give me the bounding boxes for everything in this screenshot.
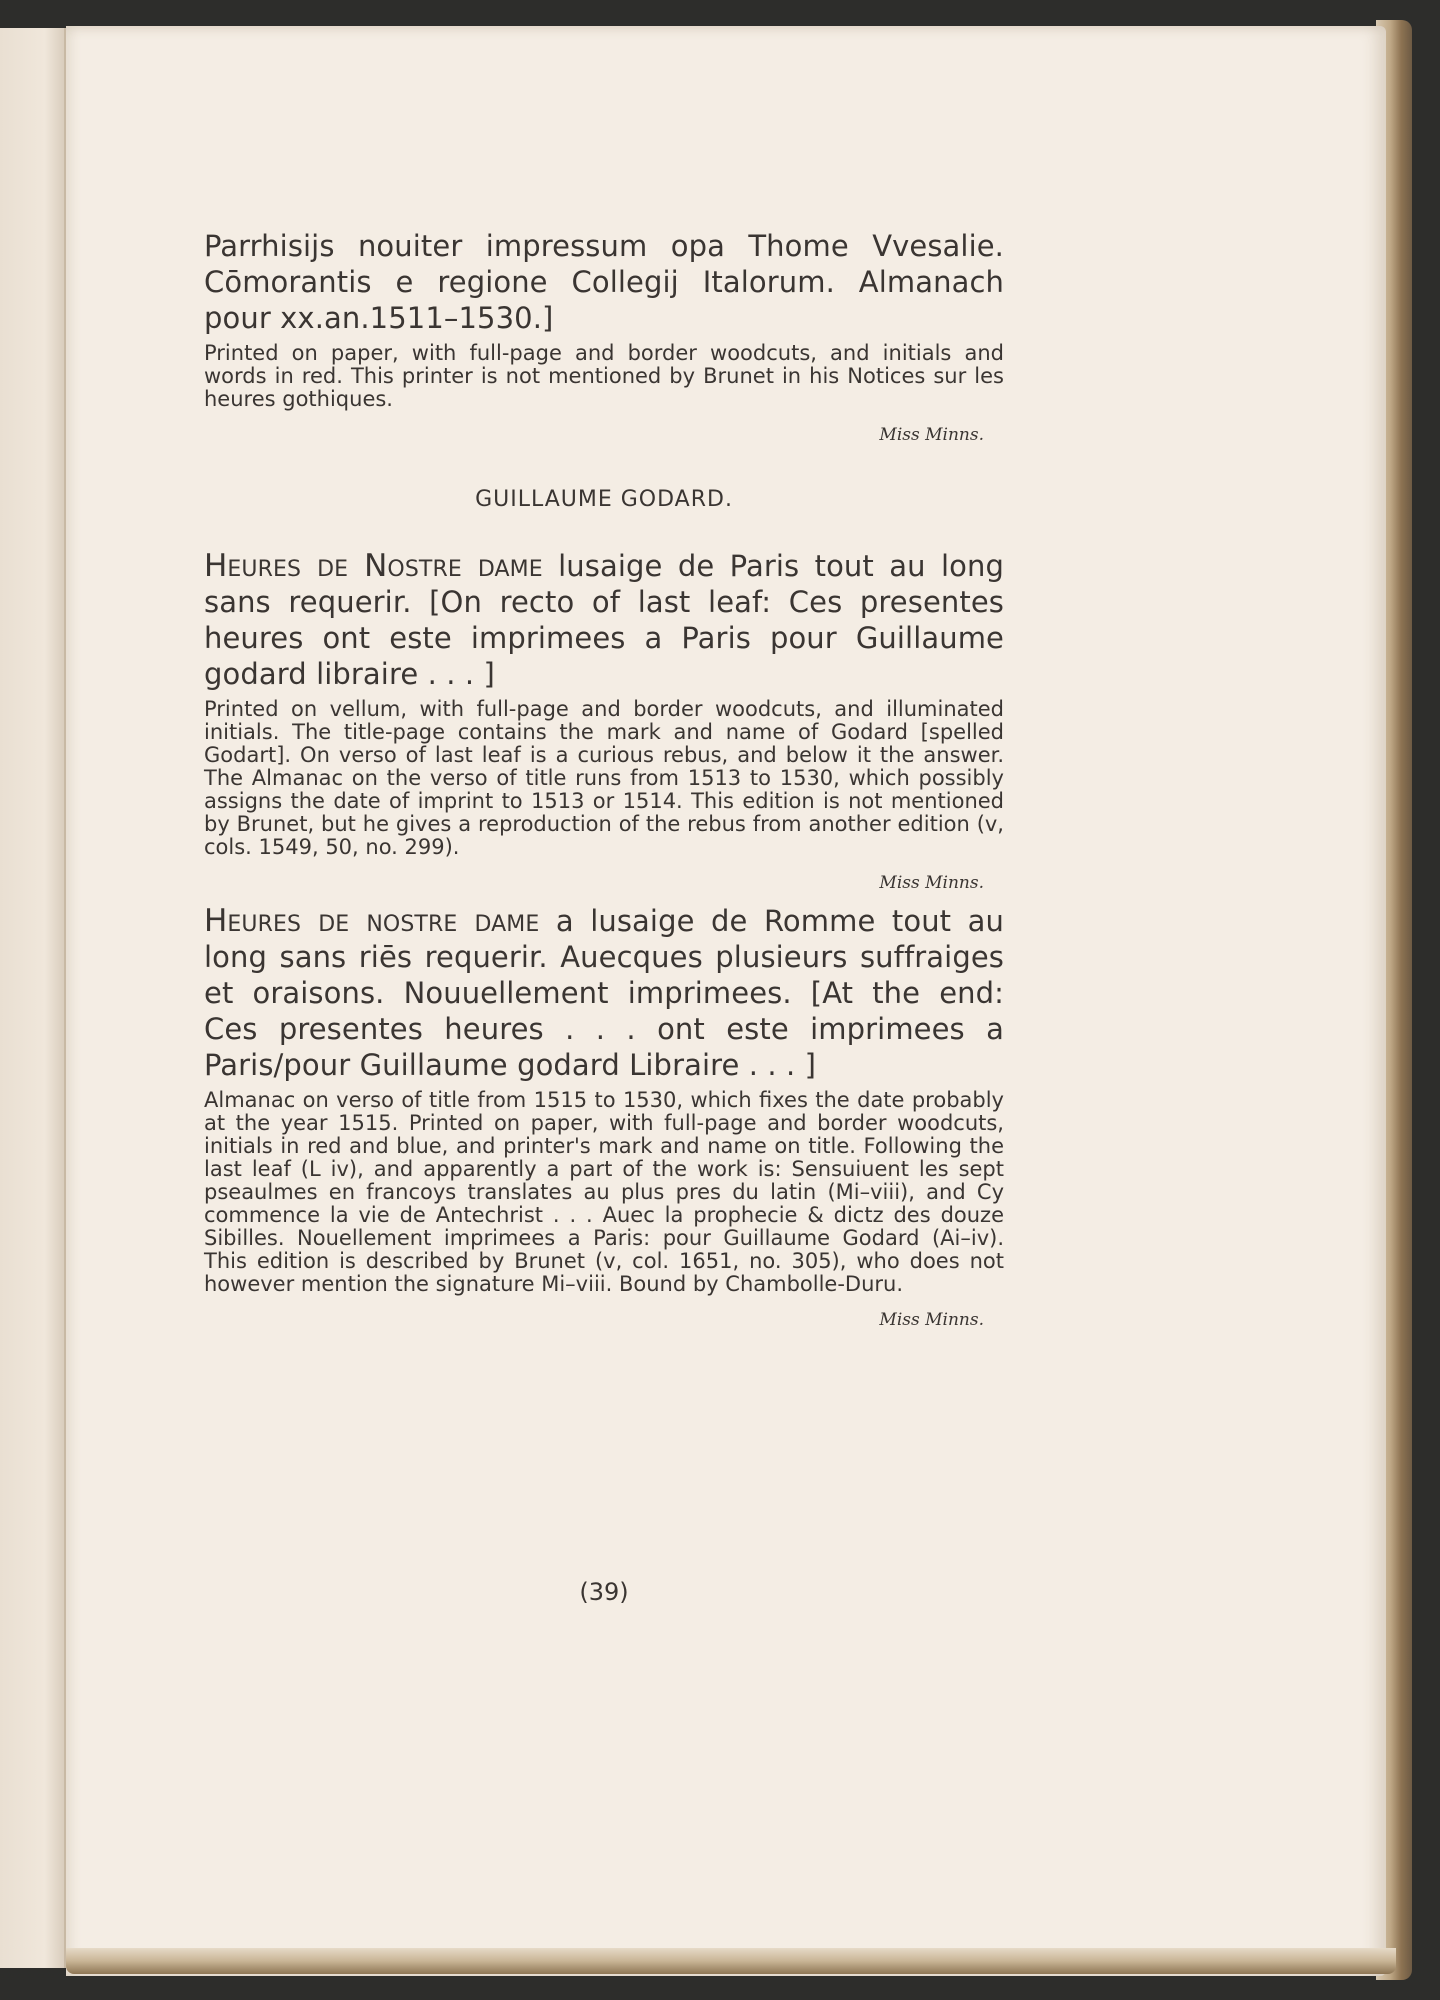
- entry-credit: Miss Minns.: [879, 873, 984, 893]
- entry-note: Printed on vellum, with full-page and border woodcuts, and illuminated initials. The title-page contains the mark and name of Godard [spelled Godart]. On verso of last leaf is a curious rebus, and below it the answer. The Almanac on the verso of title runs from 1513 to 1530, which possibly assigns the date of imprint to 1513 or 1514. This edition is not mentioned by Brunet, but he gives a reproduction of the rebus from another edition (v, cols. 1549, 50, no. 299).: [204, 697, 1004, 859]
- left-page-edge: [0, 28, 66, 1968]
- bottom-page-edge: [66, 1948, 1396, 1974]
- entry-title-rest: lusaige de Paris tout au long sans requerir. [On recto of last leaf: Ces presentes heures ont este imprimees a Paris pour Guillaume godard libraire . . . ]: [204, 549, 1004, 691]
- entry-title-lead: Heures de nostre dame: [204, 903, 540, 939]
- entry-heures-romme: [204, 903, 1004, 1330]
- entry-title: Parrhisijs nouiter impressum opa Thome Vvesalie. Cōmorantis e regione Collegij Italorum. Almanach pour xx.an.1511–1530.]: [204, 229, 1004, 335]
- entry-title-lead: Heures de Nostre dame: [204, 548, 543, 584]
- entry-note: Printed on paper, with full-page and border woodcuts, and initials and words in red. This printer is not mentioned by Brunet in his Notices sur les heures gothiques.: [204, 341, 1004, 411]
- entry-title: [204, 548, 1004, 692]
- entry-credit: Miss Minns.: [879, 1310, 984, 1330]
- entry-note: Almanac on verso of title from 1515 to 1530, which fixes the date probably at the year 1515. Printed on paper, with full-page and border woodcuts, initials in red and blue, and printer's mark and name on title. Following the last leaf (L iv), and apparently a part of the work is: Sensuiuent les sept pseaulmes en francoys translates au plus pres du latin (Mi–viii), and Cy commence la vie de Antechrist . . . Auec la prophecie & dictz des douze Sibilles. Nouellement imprimees a Paris: pour Guillaume Godard (Ai–iv). This edition is described by Brunet (v, col. 1651, no. 305), who does not however mention the signature Mi–viii. Bound by Chambolle-Duru.: [204, 1088, 1004, 1296]
- entry-credit: Miss Minns.: [879, 425, 984, 445]
- entry-vvesalie: [204, 228, 1004, 445]
- entry-title-rest: a lusaige de Romme tout au long sans riēs requerir. Auecques plusieurs suffraiges et oraisons. Nouuellement imprimees. [At the end: Ces presentes heures . . . ont este imprimees a Paris/pour Guillaume godard Libraire . . . ]: [204, 904, 1004, 1082]
- entry-title: [204, 903, 1004, 1083]
- page-text: [204, 218, 1004, 1330]
- entry-heures-paris: [204, 548, 1004, 893]
- section-heading: GUILLAUME GODARD.: [475, 487, 733, 512]
- page-number: (39): [579, 1578, 629, 1606]
